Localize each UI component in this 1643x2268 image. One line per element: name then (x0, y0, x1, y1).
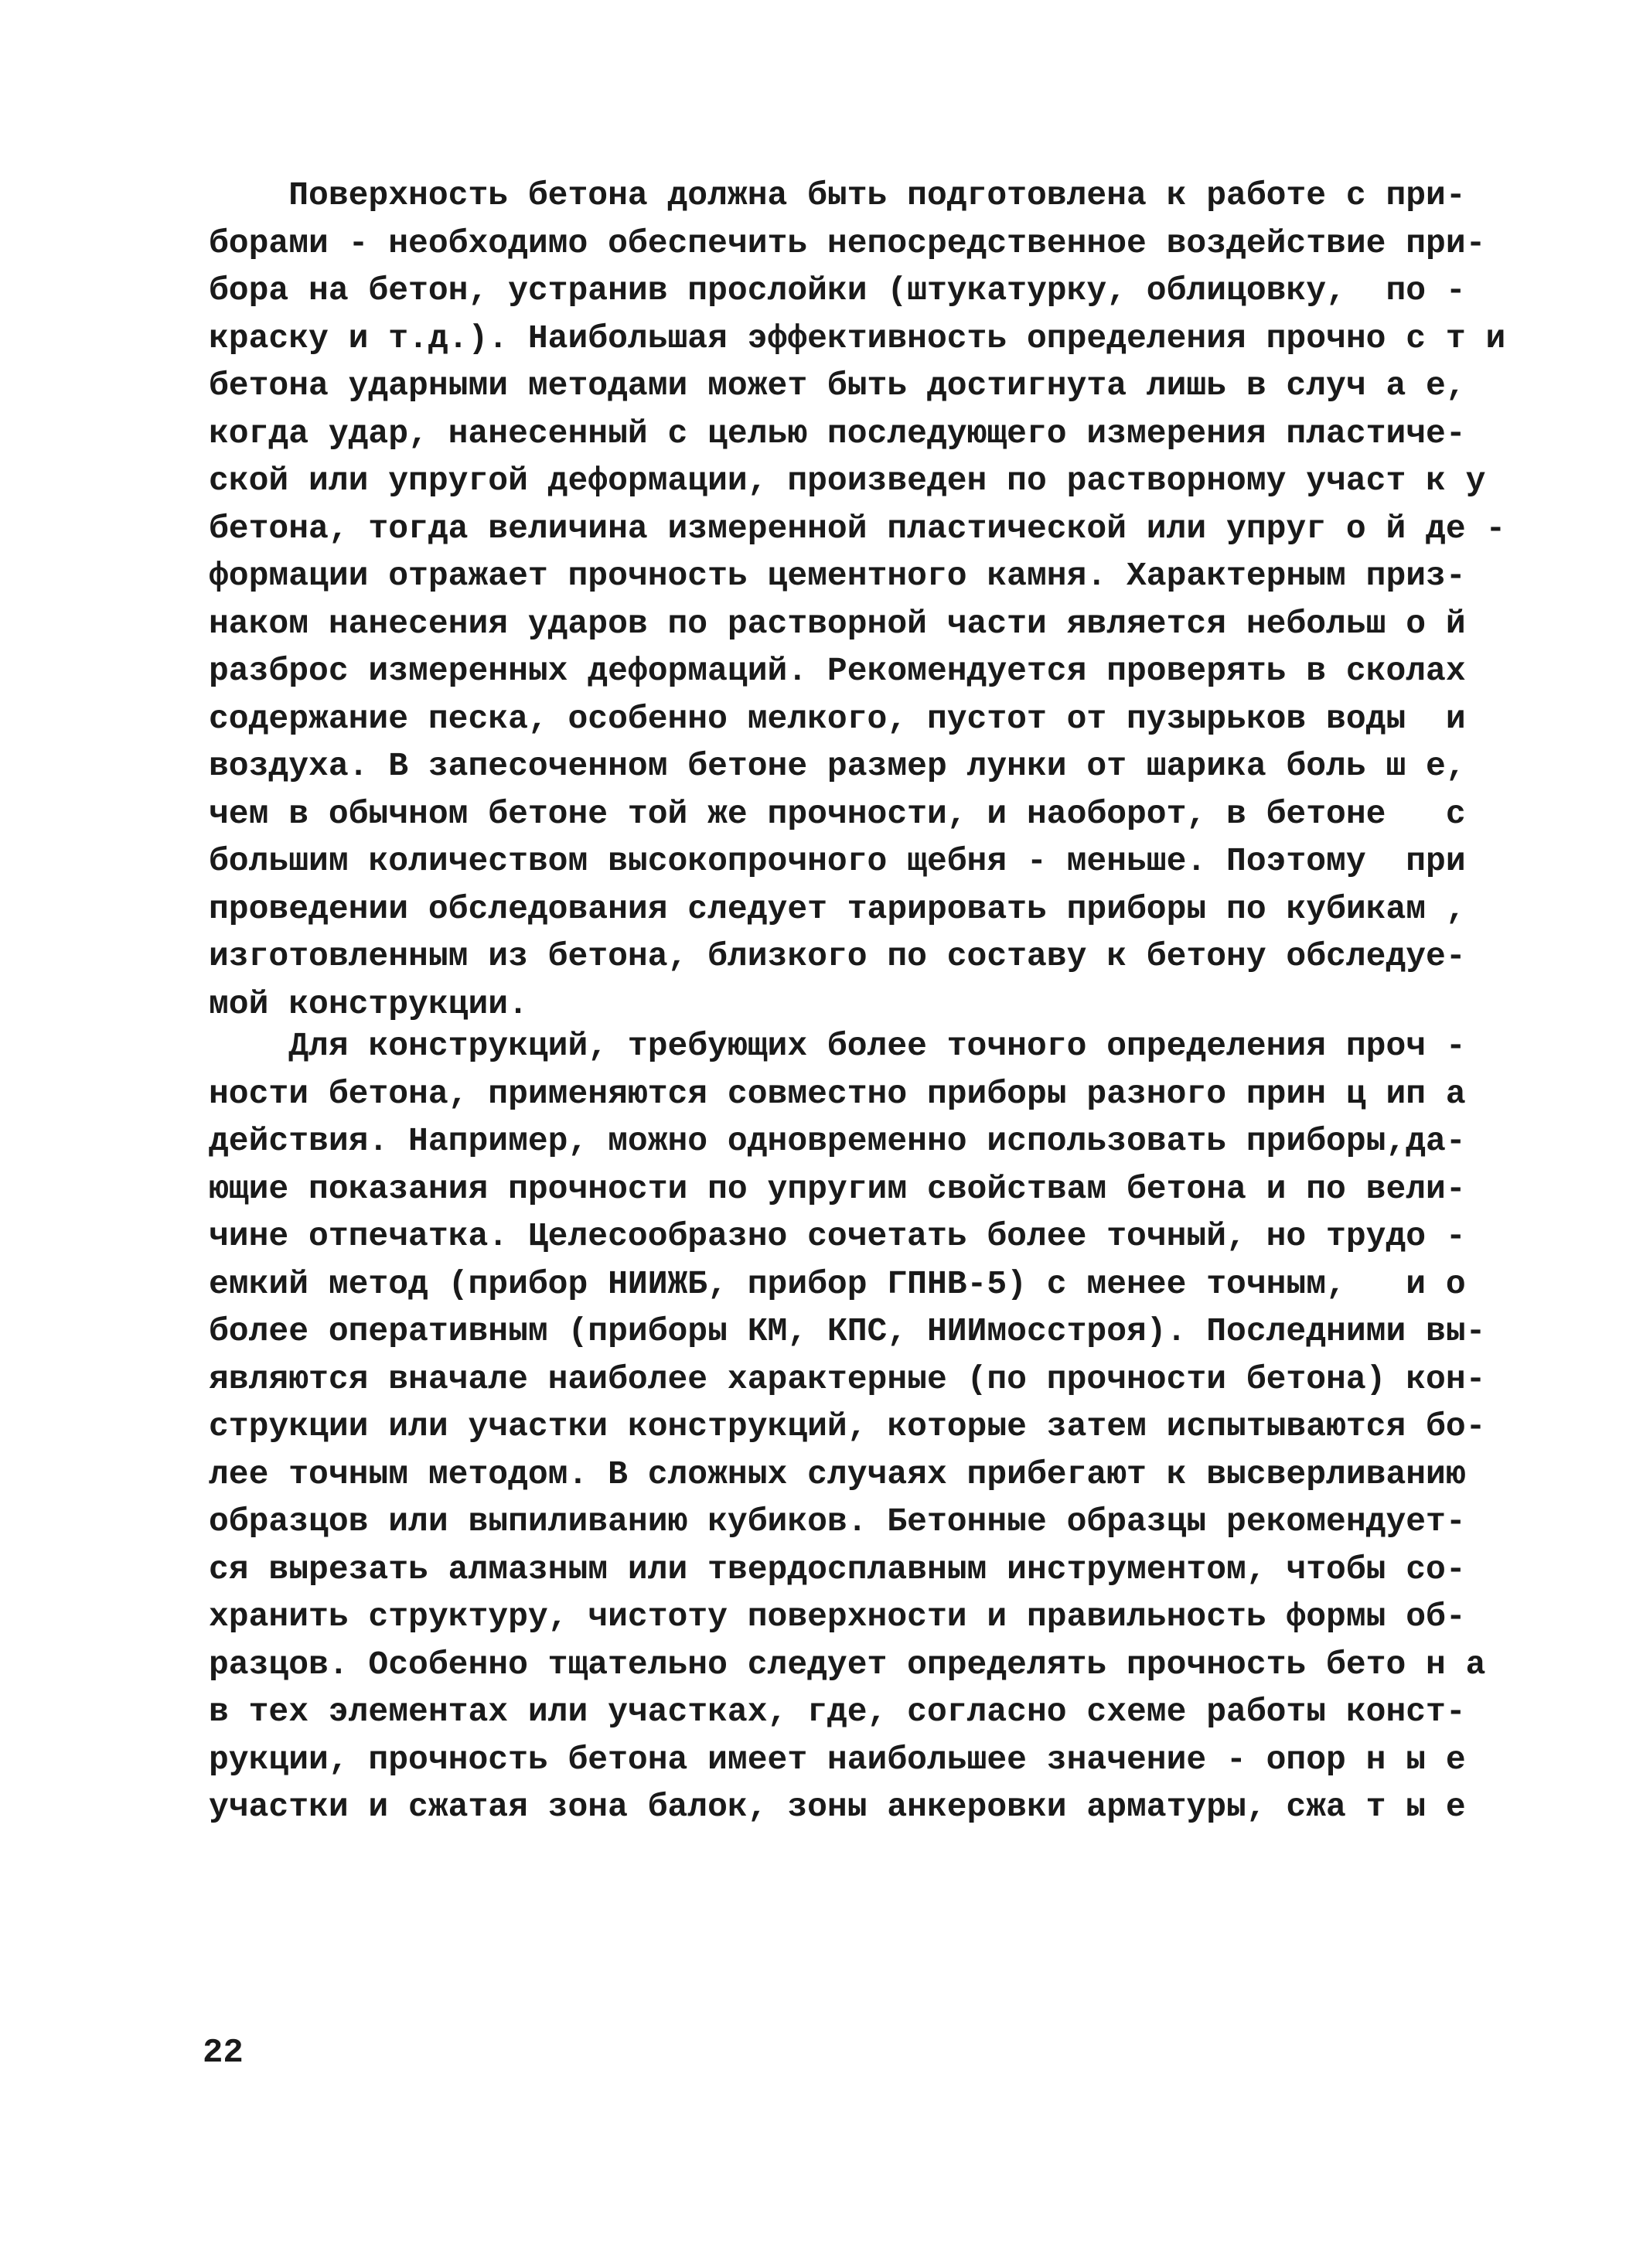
text-line: ности бетона, применяются совместно приборы разного прин ц ип а (209, 1074, 1466, 1113)
text-line: разцов. Особенно тщательно следует определять прочность бето н а (209, 1645, 1486, 1683)
paragraph-1 (209, 172, 1506, 1028)
text-line: Поверхность бетона должна быть подготовлена к работе с при- (209, 176, 1466, 214)
text-line: струкции или участки конструкций, которые затем испытываются бо- (209, 1407, 1486, 1445)
text-line: воздуха. В запесоченном бетоне размер лунки от шарика боль ш е, (209, 747, 1466, 785)
text-line: проведении обследования следует тарировать приборы по кубикам , (209, 889, 1466, 928)
text-line: борами - необходимо обеспечить непосредственное воздействие при- (209, 223, 1486, 262)
text-line: бетона, тогда величина измеренной пластической или упруг о й де - (209, 509, 1506, 547)
text-line: мой конструкции. (209, 984, 528, 1023)
text-line: краску и т.д.). Наибольшая эффективность определения прочно с т и (209, 319, 1506, 357)
text-line: являются вначале наиболее характерные (по прочности бетона) кон- (209, 1359, 1486, 1398)
text-line: чине отпечатка. Целесообразно сочетать более точный, но трудо - (209, 1217, 1466, 1255)
text-line: ся вырезать алмазным или твердосплавным инструментом, чтобы со- (209, 1550, 1466, 1588)
text-line: разброс измеренных деформаций. Рекомендуется проверять в сколах (209, 652, 1466, 690)
text-line: участки и сжатая зона балок, зоны анкеровки арматуры, сжа т ы е (209, 1788, 1466, 1826)
text-line: более оперативным (приборы КМ, КПС, НИИмосстроя). Последними вы- (209, 1312, 1486, 1350)
text-line: Для конструкций, требующих более точного определения проч - (209, 1027, 1466, 1065)
text-line: лее точным методом. В сложных случаях прибегают к высверливанию (209, 1455, 1466, 1493)
text-line: изготовленным из бетона, близкого по составу к бетону обследуе- (209, 937, 1466, 975)
text-line: образцов или выпиливанию кубиков. Бетонные образцы рекомендует- (209, 1502, 1466, 1540)
text-line: когда удар, нанесенный с целью последующего измерения пластиче- (209, 414, 1466, 452)
text-line: ской или упругой деформации, произведен по растворному участ к у (209, 462, 1486, 500)
text-line: чем в обычном бетоне той же прочности, и наоборот, в бетоне с (209, 794, 1466, 833)
text-line: большим количеством высокопрочного щебня - меньше. Поэтому при (209, 842, 1466, 880)
page-number: 22 (203, 2034, 244, 2072)
text-line: содержание песка, особенно мелкого, пустот от пузырьков воды и (209, 699, 1466, 738)
text-line: ющие показания прочности по упругим свойствам бетона и по вели- (209, 1169, 1466, 1208)
text-line: формации отражает прочность цементного камня. Характерным приз- (209, 557, 1466, 595)
text-line: в тех элементах или участках, где, согласно схеме работы конст- (209, 1693, 1466, 1731)
text-line: действия. Например, можно одновременно использовать приборы,да- (209, 1122, 1466, 1160)
text-line: рукции, прочность бетона имеет наибольшее значение - опор н ы е (209, 1740, 1466, 1779)
text-line: хранить структуру, чистоту поверхности и правильность формы об- (209, 1598, 1466, 1635)
text-line: бора на бетон, устранив прослойки (штукатурку, облицовку, по - (209, 271, 1466, 309)
text-line: наком нанесения ударов по растворной части является небольш о й (209, 604, 1466, 643)
text-line: емкий метод (прибор НИИЖБ, прибор ГПНВ-5) с менее точным, и о (209, 1264, 1466, 1303)
paragraph-2 (209, 1022, 1486, 1831)
text-line: бетона ударными методами может быть достигнута лишь в случ а е, (209, 367, 1466, 404)
